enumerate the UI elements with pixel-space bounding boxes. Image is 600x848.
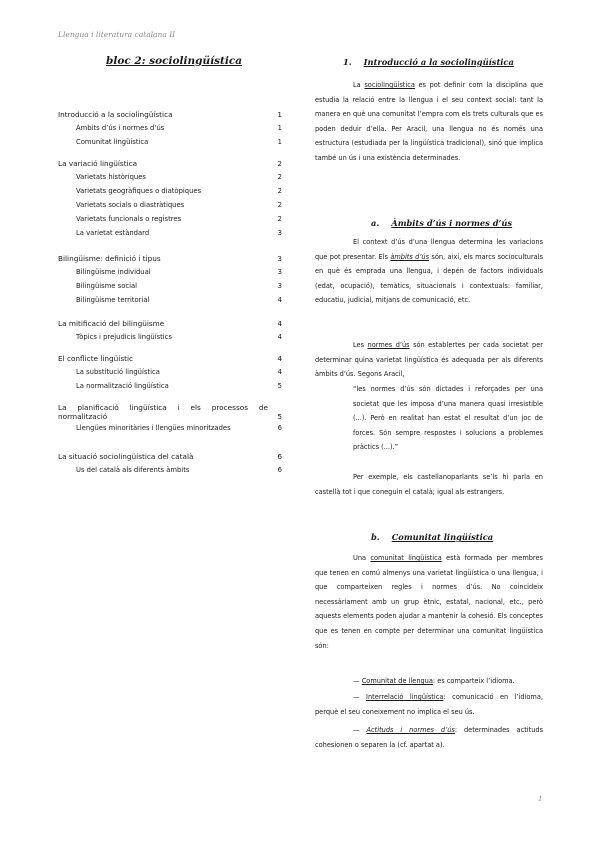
toc-subentry[interactable]: Varietats socials o diastràtiques 2 [76,201,282,209]
toc-section-planificacio [58,404,282,438]
toc-subentry[interactable]: Varietats històriques 2 [76,173,282,181]
toc-title: bloc 2: sociolingüística [106,55,243,67]
paragraph-normes-us: Les normes d’ús són establertes per cada societat per determinar quina varietat lingüística és adequada per als diferents àmbits d’ús. Segons Aracil, [315,341,543,379]
paragraph-comunitat: Una comunitat lingüística està formada per membres que tenen en comú almenys una varietat lingüística o una llengua, i que comparteixen regles i normes d’ús. No coincideix necessàriament amb un grup ètnic, estatal, nacional, etc., però aquests elements poden ajudar a mantenir la cohesió. Els conceptes que es tenen en compte per determinar una comunitat lingüística són: [315,554,543,650]
toc-entry[interactable]: La situació sociolingüística del català 6 [58,452,282,461]
list-item: — Comunitat de llengua: es comparteix l’idioma. [353,677,515,685]
toc-entry[interactable]: Bilingüisme: definició i tipus 3 [58,254,282,263]
list-item: — Actituds i normes d’ús: determinades actituds cohesionen o separen la (cf. apartat a). [315,726,544,749]
paragraph-definicio: La sociolingüística es pot definir com la disciplina que estudia la relació entre la llengua i el seu context social: tant la manera en què una comunitat l’empra com els trets culturals que es poden deduir d’ella. Per Aracil, una llengua no és només una estructura (estudiada per la lingüística tradicional), sinó que implica també un ús i una existència determinades. [315,81,543,162]
toc-subentry[interactable]: Varietats funcionals o registres 2 [76,215,282,223]
term-comunitat-linguistica: comunitat lingüística [370,554,442,562]
toc-section-situacio [58,452,282,480]
paragraph-context-us: El context d’ús d’una llengua determina les variacions que pot presentar. Els àmbits d’ús són, així, els marcs socioculturals en què és emprada una llengua, i depén de factors individuals (edat, ocupació), temàtics, situacionals i contextuals: familiar, educatiu, judicial, mitjans de comunicació, etc. [315,238,543,305]
toc-section-variacio [58,159,282,243]
toc-entry[interactable]: La planificació lingüística i els processos de normalització 5 [58,404,282,421]
section-heading-introduccio: 1. Introducció a la sociolingüística [343,57,514,67]
list-item: — Interrelació lingüística: comunicació en l’idioma, perquè el seu coneixement no implica el seu ús. [315,693,543,716]
toc-subentry[interactable]: Llengües minoritàries i llengües minoritzades 6 [76,424,282,432]
quote-aracil: “les normes d’ús són dictades i reforçades per una societat que les imposa d’una manera quasi irresistible (...). Però en realitat han estat el resultat d’un joc de forces. Són sempre respostes i solucions a problemes pràctics (...).” [353,385,543,452]
toc-subentry[interactable]: Ús del català als diferents àmbits 6 [76,466,282,474]
toc-subentry[interactable]: Bilingüisme social 3 [76,282,282,290]
section-heading-ambits: a. Àmbits d’ús i normes d’ús [371,218,513,228]
term-ambits-us: àmbits d’ús [390,252,430,261]
toc-entry[interactable]: El conflicte lingüístic 4 [58,354,282,363]
term-sociolinguistica: sociolingüística [364,81,415,89]
toc-subentry[interactable]: La substitució lingüística 4 [76,368,282,376]
page-number: 1 [538,795,543,803]
toc-subentry[interactable]: Àmbits d’ús i normes d’ús 1 [76,124,282,132]
toc-section-mitificacio [58,319,282,347]
running-header: Llengua i literatura catalana II [58,30,176,39]
toc-entry[interactable]: La mitificació del bilingüisme 4 [58,319,282,328]
term-normes-us: normes d’ús [367,341,410,349]
toc-subentry[interactable]: Comunitat lingüística 1 [76,138,282,146]
toc-subentry[interactable]: Bilingüisme territorial 4 [76,296,282,304]
toc-section-conflicte [58,354,282,396]
toc-subentry[interactable]: Tòpics i prejudicis lingüístics 4 [76,333,282,341]
toc-subentry[interactable]: La normalització lingüística 5 [76,382,282,390]
toc-section-introduccio [58,110,282,152]
toc-subentry[interactable]: La varietat estàndard 3 [76,229,282,237]
toc-entry[interactable]: La variació lingüística 2 [58,159,282,168]
toc-subentry[interactable]: Varietats geogràfiques o diatòpiques 2 [76,187,282,195]
toc-subentry[interactable]: Bilingüisme individual 3 [76,268,282,276]
toc-entry[interactable]: Introducció a la sociolingüística 1 [58,110,282,119]
section-heading-comunitat: b. Comunitat lingüística [371,532,494,542]
toc-section-bilinguisme [58,254,282,310]
paragraph-exemple: Per exemple, els castellanoparlants se’ls hi parla en castellà tot i que coneguin el català; igual als estrangers. [315,473,543,496]
